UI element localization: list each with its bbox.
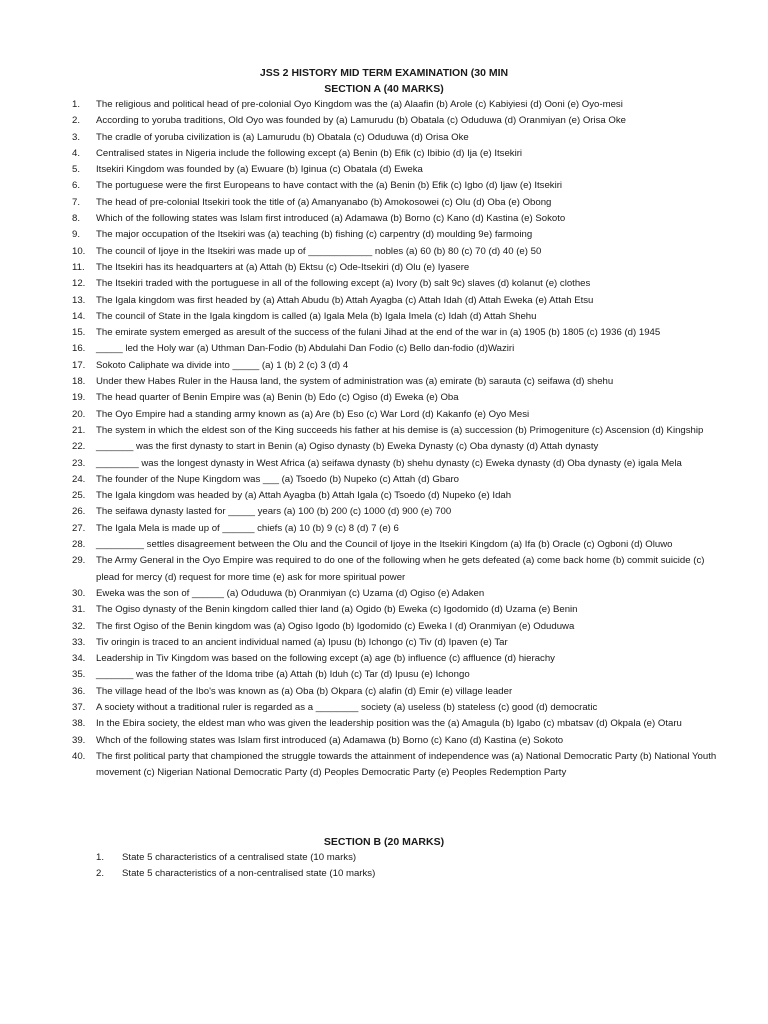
question-text: The portuguese were the first Europeans to have contact with the (a) Benin (b) Efik (c) Igbo (d) Ijaw (e) Itsekiri <box>96 180 563 192</box>
question-item <box>72 667 724 683</box>
question-number: 24. <box>72 473 86 485</box>
question-item <box>72 130 724 146</box>
question-number: 32. <box>72 620 86 632</box>
question-number: 1. <box>72 99 81 110</box>
question-number: 2. <box>96 868 105 880</box>
question-text: The major occupation of the Itsekiri was (a) teaching (b) fishing (c) carpentry (d) moulding 9e) farmoing <box>96 229 533 241</box>
question-text: The Igala Mela is made up of ______ chiefs (a) 10 (b) 9 (c) 8 (d) 7 (e) 6 <box>96 522 399 534</box>
question-item <box>96 866 696 882</box>
question-number: 1. <box>96 852 105 863</box>
question-item <box>72 146 724 162</box>
question-text: The Army General in the Oyo Empire was required to do one of the following when he gets defeated (a) come back home (b) commit suicide (c) plead for mercy (d) request for more time (e) ask for more spiritual power <box>96 555 705 583</box>
question-number: 36. <box>72 685 86 697</box>
question-text: The emirate system emerged as aresult of the success of the fulani Jihad at the end of the war in (a) 1905 (b) 1805 (c) 1936 (d) 1945 <box>96 327 661 339</box>
question-text: Whch of the following states was Islam first introduced (a) Adamawa (b) Borno (c) Kano (d) Kastina (e) Sokoto <box>96 734 564 746</box>
exam-title: JSS 2 HISTORY MID TERM EXAMINATION (30 MIN <box>259 67 509 79</box>
question-item <box>72 553 724 586</box>
question-item <box>72 488 724 504</box>
question-text: State 5 characteristics of a non-centralised state (10 marks) <box>122 868 376 880</box>
question-number: 3. <box>72 131 81 143</box>
question-number: 20. <box>72 408 86 420</box>
question-number: 27. <box>72 522 86 534</box>
question-text: ________ was the longest dynasty in West Africa (a) seifawa dynasty (b) shehu dynasty (c) Eweka dynasty (d) Oba dynasty (e) igala Mela <box>96 457 682 469</box>
question-number: 14. <box>72 310 86 322</box>
question-text: According to yoruba traditions, Old Oyo was founded by (a) Lamurudu (b) Obatala (c) Oduduwa (d) Oranmiyan (e) Orisa Oke <box>96 115 627 127</box>
question-number: 29. <box>72 555 86 567</box>
question-number: 6. <box>72 180 81 192</box>
question-number: 12. <box>72 278 86 290</box>
question-item <box>72 113 724 129</box>
question-number: 22. <box>72 441 86 453</box>
question-text: The head quarter of Benin Empire was (a) Benin (b) Edo (c) Ogiso (d) Eweka (e) Oba <box>96 392 459 404</box>
question-item <box>72 733 724 749</box>
question-item <box>72 390 724 406</box>
question-text: The head of pre-colonial Itsekiri took the title of (a) Amanyanabo (b) Amokosowei (c) Olu (d) Oba (e) Obong <box>96 196 552 208</box>
question-number: 39. <box>72 734 86 746</box>
question-text: Which of the following states was Islam first introduced (a) Adamawa (b) Borno (c) Kano (d) Kastina (e) Sokoto <box>96 213 566 225</box>
question-text: The Igala kingdom was headed by (a) Attah Ayagba (b) Attah Igala (c) Tsoedo (d) Nupeko (e) Idah <box>96 490 512 502</box>
question-item <box>72 407 724 423</box>
question-text: _____ led the Holy war (a) Uthman Dan-Fodio (b) Abdulahi Dan Fodio (c) Bello dan-fodio (d)Waziri <box>96 343 515 355</box>
question-text: The Oyo Empire had a standing army known as (a) Are (b) Eso (c) War Lord (d) Kakanfo (e) Oyo Mesi <box>96 408 530 420</box>
question-text: Sokoto Caliphate wa divide into _____ (a) 1 (b) 2 (c) 3 (d) 4 <box>96 359 349 371</box>
question-item <box>72 504 724 520</box>
question-text: The council of Ijoye in the Itsekiri was made up of ____________ nobles (a) 60 (b) 80 (c) 70 (d) 40 (e) 50 <box>96 245 542 257</box>
question-number: 7. <box>72 196 81 208</box>
question-number: 40. <box>72 750 86 762</box>
question-number: 13. <box>72 294 86 306</box>
question-text: Itsekiri Kingdom was founded by (a) Ewuare (b) Iginua (c) Obatala (d) Eweka <box>96 164 423 176</box>
question-text: Leadership in Tiv Kingdom was based on the following except (a) age (b) influence (c) affluence (d) hierachy <box>96 653 555 665</box>
question-number: 38. <box>72 718 86 730</box>
question-item <box>72 276 724 292</box>
question-number: 31. <box>72 604 86 616</box>
question-number: 23. <box>72 457 86 469</box>
question-text: _______ was the first dynasty to start in Benin (a) Ogiso dynasty (b) Eweka Dynasty (c) Oba dynasty (d) Attah dynasty <box>96 441 599 453</box>
section-b-question-list <box>96 850 696 883</box>
question-item <box>72 472 724 488</box>
question-item <box>72 211 724 227</box>
question-number: 10. <box>72 245 86 257</box>
question-item <box>72 439 724 455</box>
question-number: 16. <box>72 343 86 355</box>
question-text: The Ogiso dynasty of the Benin kingdom called thier land (a) Ogido (b) Eweka (c) Igodomido (d) Uzama (e) Benin <box>96 604 578 616</box>
question-item <box>72 227 724 243</box>
question-number: 15. <box>72 327 86 339</box>
question-text: State 5 characteristics of a centralised state (10 marks) <box>122 852 357 863</box>
question-number: 4. <box>72 147 81 159</box>
question-item <box>72 456 724 472</box>
question-text: The religious and political head of pre-colonial Oyo Kingdom was the (a) Alaafin (b) Arole (c) Kabiyiesi (d) Ooni (e) Oyo-mesi <box>96 99 623 110</box>
question-number: 33. <box>72 636 86 648</box>
question-text: Under thew Habes Ruler in the Hausa land, the system of administration was (a) emirate (b) sarauta (c) seifawa (d) shehu <box>96 376 614 388</box>
question-text: A society without a traditional ruler is regarded as a ________ society (a) useless (b) stateless (c) good (d) democratic <box>96 701 598 713</box>
question-text: The council of State in the Igala kingdom is called (a) Igala Mela (b) Igala Imela (c) Idah (d) Attah Shehu <box>96 310 537 322</box>
question-text: The first Ogiso of the Benin kingdom was (a) Ogiso Igodo (b) Igodomido (c) Eweka I (d) Oranmiyan (e) Oduduwa <box>96 620 575 632</box>
question-item <box>72 521 724 537</box>
question-text: The Itsekiri traded with the portuguese in all of the following except (a) Ivory (b) salt 9c) slaves (d) kolanut (e) clothes <box>96 278 591 290</box>
question-number: 21. <box>72 424 86 436</box>
question-number: 34. <box>72 653 86 665</box>
question-number: 2. <box>72 115 81 127</box>
question-item <box>72 341 724 357</box>
section-b-heading: SECTION B (20 MARKS) <box>323 836 445 848</box>
question-item <box>72 684 724 700</box>
question-text: _________ settles disagreement between the Olu and the Council of Ijoye in the Itsekiri Kingdom (a) Ifa (b) Oracle (c) Ogboni (d) Oluwo <box>96 539 673 551</box>
question-text: The seifawa dynasty lasted for _____ years (a) 100 (b) 200 (c) 1000 (d) 900 (e) 700 <box>96 506 452 518</box>
question-item <box>72 97 724 113</box>
question-text: The Igala kingdom was first headed by (a) Attah Abudu (b) Attah Ayagba (c) Attah Idah (d) Attah Eweka (e) Attah Etsu <box>96 294 594 306</box>
question-item <box>72 716 724 732</box>
question-item <box>72 423 724 439</box>
question-item <box>72 374 724 390</box>
question-number: 26. <box>72 506 86 518</box>
question-number: 37. <box>72 701 86 713</box>
question-text: Centralised states in Nigeria include the following except (a) Benin (b) Efik (c) Ibibio (d) Ija (e) Itsekiri <box>96 147 523 159</box>
question-text: The first political party that championed the struggle towards the attainment of independence was (a) National Democratic Party (b) National Youth movement (c) Nigerian National Democratic Party (d) Peoples Democratic Party (e) Peoples Redemption Party <box>96 750 717 779</box>
question-item <box>72 195 724 211</box>
question-item <box>72 635 724 651</box>
question-number: 9. <box>72 229 81 241</box>
question-text: The system in which the eldest son of the King succeeds his father at his demise is (a) succession (b) Primogeniture (c) Ascension (d) Kingship <box>96 424 704 436</box>
question-number: 25. <box>72 490 86 502</box>
question-text: The Itsekiri has its headquarters at (a) Attah (b) Ektsu (c) Ode-Itsekiri (d) Olu (e) Iyasere <box>96 261 470 273</box>
question-item <box>72 537 724 553</box>
question-text: The founder of the Nupe Kingdom was ___ (a) Tsoedo (b) Nupeko (c) Attah (d) Gbaro <box>96 473 459 485</box>
question-number: 17. <box>72 359 86 371</box>
question-item <box>72 244 724 260</box>
question-text: In the Ebira society, the eldest man who was given the leadership position was the (a) Amagula (b) Igabo (c) mbatsav (d) Okpala (e) Otaru <box>96 718 682 730</box>
question-number: 19. <box>72 392 86 404</box>
question-item <box>96 850 696 866</box>
question-item <box>72 260 724 276</box>
question-item <box>72 162 724 178</box>
question-text: Eweka was the son of ______ (a) Oduduwa (b) Oranmiyan (c) Uzama (d) Ogiso (e) Adaken <box>96 587 485 599</box>
question-item <box>72 602 724 618</box>
question-number: 18. <box>72 376 86 388</box>
section-a-question-list <box>72 97 724 781</box>
question-item <box>72 586 724 602</box>
question-item <box>72 358 724 374</box>
question-item <box>72 325 724 341</box>
question-text: The village head of the Ibo's was known as (a) Oba (b) Okpara (c) alafin (d) Emir (e) village leader <box>96 685 513 697</box>
question-item <box>72 749 724 782</box>
question-item <box>72 178 724 194</box>
question-number: 11. <box>72 261 85 273</box>
question-text: _______ was the father of the Idoma tribe (a) Attah (b) Iduh (c) Tar (d) Ipusu (e) Ichongo <box>96 669 470 681</box>
question-item <box>72 619 724 635</box>
question-number: 35. <box>72 669 86 681</box>
question-item <box>72 309 724 325</box>
question-text: The cradle of yoruba civilization is (a) Lamurudu (b) Obatala (c) Oduduwa (d) Orisa Oke <box>96 131 469 143</box>
question-text: Tiv oringin is traced to an ancient individual named (a) Ipusu (b) Ichongo (c) Tiv (d) Ipaven (e) Tar <box>96 636 508 648</box>
question-number: 5. <box>72 164 81 176</box>
question-item <box>72 651 724 667</box>
section-a-heading: SECTION A (40 MARKS) <box>324 83 444 95</box>
question-number: 8. <box>72 213 81 225</box>
question-item <box>72 700 724 716</box>
question-item <box>72 293 724 309</box>
question-number: 30. <box>72 587 86 599</box>
question-number: 28. <box>72 539 86 551</box>
